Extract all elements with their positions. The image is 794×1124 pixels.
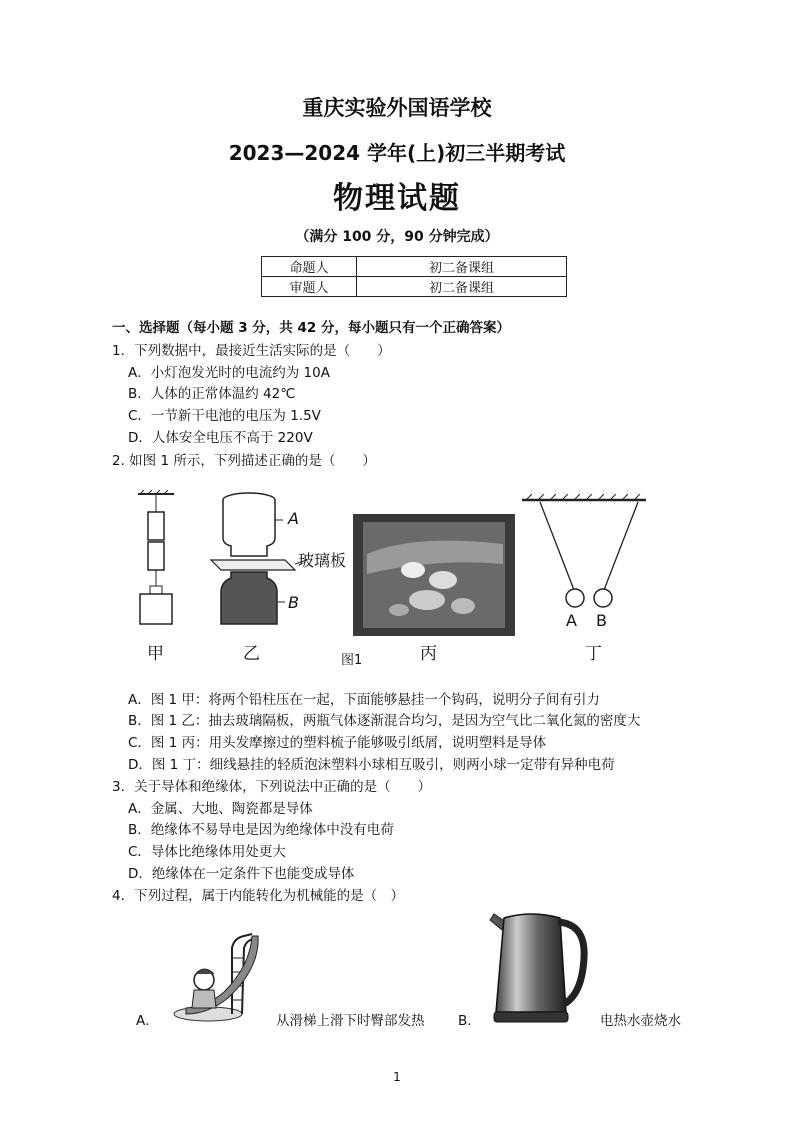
q3-option-d: D．绝缘体在一定条件下也能变成导体: [128, 866, 355, 882]
figure-ding-label: 丁: [585, 644, 602, 664]
lead-cylinders-figure: [128, 490, 184, 630]
comb-paper-photo: [353, 514, 515, 636]
q2-option-d: D．图 1 丁：细线悬挂的轻质泡沫塑料小球相互吸引，则两小球一定带有异种电荷: [128, 757, 615, 773]
exam-note: （满分 100 分，90 分钟完成）: [295, 229, 499, 245]
q4-option-b-text: 电热水壶烧水: [600, 1013, 681, 1029]
glass-plate-label: 玻璃板: [298, 551, 347, 570]
staff-table: [261, 256, 567, 297]
electric-kettle-picture: [486, 908, 590, 1028]
bottle-label-a: A: [288, 509, 299, 528]
page-number: 1: [393, 1070, 401, 1084]
figure-yi-label: 乙: [243, 644, 260, 664]
question-3-stem: 3．关于导体和绝缘体，下列说法中正确的是（ ）: [112, 779, 432, 795]
staff-name: 初二备课组: [357, 257, 567, 277]
staff-role: 审题人: [262, 277, 357, 297]
q1-option-d: D．人体安全电压不高于 220V: [128, 430, 313, 446]
q3-option-b: B．绝缘体不易导电是因为绝缘体中没有电荷: [128, 822, 394, 838]
school-name: 重庆实验外国语学校: [302, 96, 492, 120]
hanging-balls-figure: [518, 494, 650, 614]
question-1-stem: 1．下列数据中，最接近生活实际的是（ ）: [112, 343, 391, 359]
figure-caption: 图1: [341, 653, 363, 668]
q3-option-c: C．导体比绝缘体用处更大: [128, 844, 286, 860]
q1-option-b: B．人体的正常体温约 42℃: [128, 386, 296, 402]
figure-jia-label: 甲: [147, 644, 164, 664]
table-row: [262, 277, 567, 297]
staff-role: 命题人: [262, 257, 357, 277]
question-4-stem: 4．下列过程，属于内能转化为机械能的是（ ）: [112, 888, 405, 904]
q2-option-b: B．图 1 乙：抽去玻璃隔板，两瓶气体逐渐混合均匀，是因为空气比二氧化氮的密度大: [128, 713, 641, 729]
q4-option-a-text: 从滑梯上滑下时臀部发热: [276, 1013, 425, 1029]
exam-title: 2023—2024 学年(上)初三半期考试: [228, 141, 566, 165]
q4-option-a-letter: A．: [136, 1013, 159, 1029]
ball-label-b: B: [596, 611, 607, 630]
section-heading: 一、选择题（每小题 3 分，共 42 分，每小题只有一个正确答案）: [112, 320, 510, 336]
q4-option-b-letter: B．: [458, 1013, 481, 1029]
slide-picture: [168, 928, 274, 1024]
figure-bing-label: 丙: [420, 644, 437, 664]
question-2-stem: 2. 如图 1 所示，下列描述正确的是（ ）: [112, 453, 376, 469]
table-row: [262, 257, 567, 277]
q3-option-a: A．金属、大地、陶瓷都是导体: [128, 801, 313, 817]
subject-title: 物理试题: [333, 181, 461, 216]
staff-name: 初二备课组: [357, 277, 567, 297]
q2-option-c: C．图 1 丙：用头发摩擦过的塑料梳子能够吸引纸屑，说明塑料是导体: [128, 735, 547, 751]
q2-option-a: A．图 1 甲：将两个铅柱压在一起，下面能够悬挂一个钩码，说明分子间有引力: [128, 692, 600, 708]
bottle-label-b: B: [288, 593, 299, 612]
ball-label-a: A: [566, 611, 577, 630]
q1-option-a: A．小灯泡发光时的电流约为 10A: [128, 365, 330, 381]
q1-option-c: C．一节新干电池的电压为 1.5V: [128, 408, 321, 424]
